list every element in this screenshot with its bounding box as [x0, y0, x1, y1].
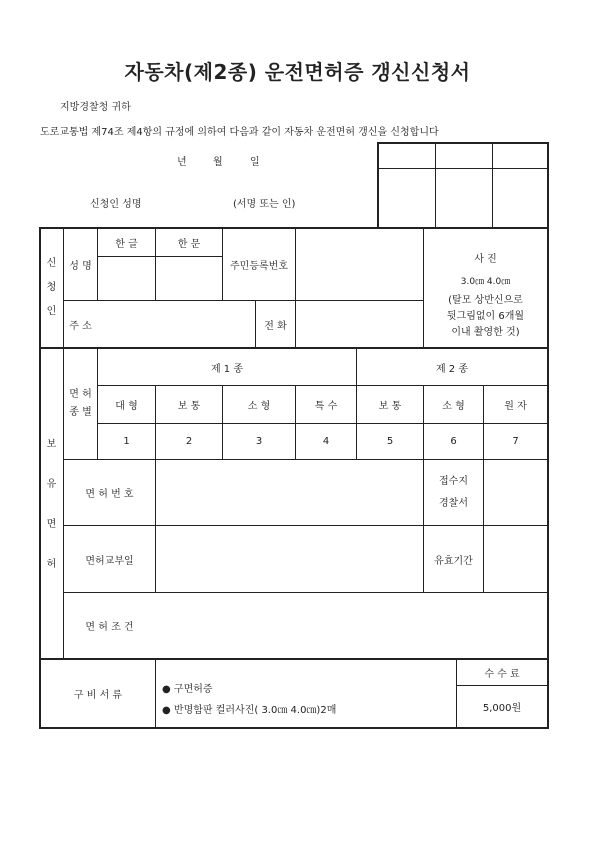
license-type-label-line: 종 별 — [69, 407, 92, 418]
photo-note-line: 이내 촬영한 것) — [451, 326, 520, 338]
type-regular-1: 보 통 — [177, 401, 201, 412]
type-regular-2: 보 통 — [378, 401, 402, 412]
applicant-label-char: 인 — [46, 305, 57, 317]
applicant-label-char: 신 — [46, 257, 57, 269]
conditions-field[interactable] — [156, 593, 547, 658]
type-number[interactable]: 3 — [255, 436, 263, 447]
licenses-label-char: 유 — [46, 479, 57, 490]
class2-label: 제 2 종 — [435, 363, 469, 375]
issue-date-label: 면허교부일 — [85, 555, 134, 567]
license-no-field[interactable] — [156, 460, 423, 525]
fee-value: 5,000원 — [482, 703, 522, 714]
form-title: 자동차(제2종) 운전면허증 갱신신청서 — [124, 60, 471, 84]
office-label-line: 접수지 — [439, 475, 468, 487]
type-special: 특 수 — [314, 401, 338, 412]
licenses-label-char: 보 — [46, 439, 57, 450]
class1-label: 제 1 종 — [210, 363, 244, 375]
type-number[interactable]: 7 — [512, 436, 519, 447]
date-month: 월 — [213, 157, 223, 168]
license-type-label — [64, 349, 97, 459]
type-number[interactable]: 5 — [386, 436, 394, 447]
license-type-label-line: 면 허 — [69, 389, 92, 400]
type-moped: 원 자 — [504, 401, 527, 412]
valid-period-label: 유효기간 — [434, 555, 473, 567]
name-label: 성 명 — [69, 260, 92, 272]
office-field[interactable] — [484, 460, 547, 525]
resident-no-label: 주민등록번호 — [230, 260, 288, 272]
hangul-name-field[interactable] — [98, 257, 155, 300]
photo-label: 사 진 — [474, 253, 497, 265]
valid-period-field[interactable] — [484, 526, 547, 592]
type-number[interactable]: 1 — [123, 436, 130, 447]
statement: 도로교통법 제74조 제4항의 규정에 의하여 다음과 같이 자동차 운전면허 갱신을 신청합니다 — [40, 127, 439, 138]
type-large: 대 형 — [115, 401, 138, 412]
photo-note-line: 뒷그림없이 6개월 — [446, 310, 525, 322]
addressee: 지방경찰청 귀하 — [60, 102, 131, 113]
address-label: 주 소 — [69, 320, 92, 332]
issue-date-field[interactable] — [156, 526, 423, 592]
date-year: 년 — [177, 157, 187, 168]
type-number[interactable]: 6 — [450, 436, 457, 447]
license-no-label: 면 허 번 호 — [85, 489, 134, 500]
hanja-name-field[interactable] — [156, 257, 222, 300]
fee-label: 수 수 료 — [484, 669, 520, 680]
hangul-label: 한 글 — [115, 238, 138, 250]
phone-field[interactable] — [296, 301, 423, 347]
applicant-name-label: 신청인 성명 — [90, 199, 142, 210]
licenses-label-char: 면 — [46, 519, 57, 530]
type-number[interactable]: 4 — [322, 436, 330, 447]
documents-label: 구 비 서 류 — [73, 690, 123, 701]
address-field[interactable] — [98, 301, 255, 347]
office-label-line: 경찰서 — [439, 497, 468, 509]
photo-size: 3.0㎝ 4.0㎝ — [460, 276, 511, 287]
phone-label: 전 화 — [264, 320, 287, 332]
conditions-label: 면 허 조 건 — [85, 622, 134, 633]
date-day: 일 — [250, 157, 260, 168]
photo-area[interactable] — [424, 228, 547, 347]
licenses-label-char: 허 — [46, 559, 57, 570]
applicant-label-char: 청 — [46, 281, 57, 293]
type-number[interactable]: 2 — [185, 436, 193, 447]
applicant-section-label — [40, 250, 63, 325]
document-item: ● 반명함판 컬러사진( 3.0㎝ 4.0㎝)2매 — [162, 705, 337, 716]
licenses-section-label — [40, 425, 63, 585]
type-small-2: 소 형 — [442, 401, 465, 412]
hanja-label: 한 문 — [177, 238, 201, 250]
signature-label: (서명 또는 인) — [233, 199, 296, 210]
type-small-1: 소 형 — [247, 401, 271, 412]
document-item: ● 구면허증 — [162, 684, 213, 695]
office-label — [424, 460, 483, 525]
photo-note-line: (탈모 상반신으로 — [448, 294, 523, 306]
resident-no-field[interactable] — [296, 228, 423, 300]
